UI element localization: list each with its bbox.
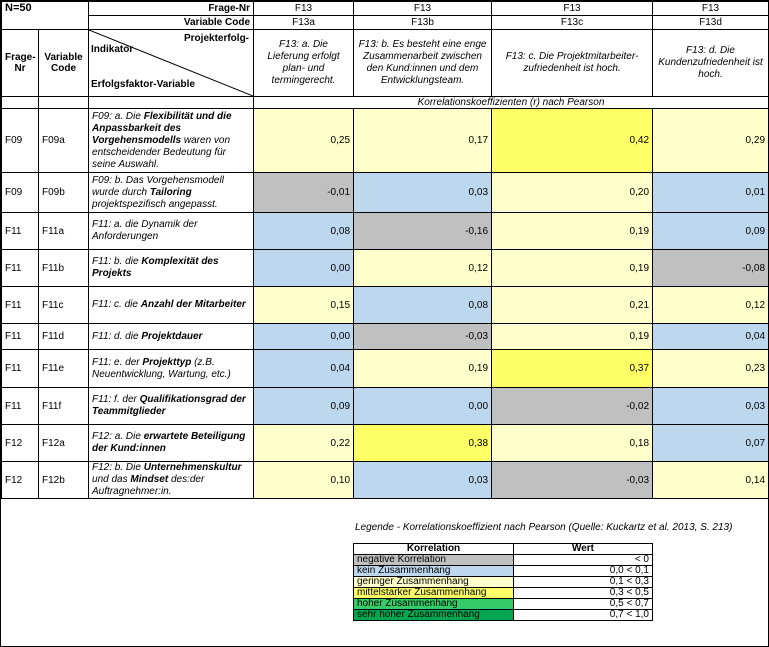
diag-label-top: Projekterfolg-	[184, 33, 250, 44]
correlation-value-cell: 0,42	[492, 109, 653, 173]
row-indicator-text	[89, 287, 254, 324]
sample-size-spacer	[2, 16, 89, 30]
col-code: F13b	[354, 16, 492, 30]
row-variable-code: F09b	[39, 173, 89, 213]
indicator-text-part: (z.B. Neuentwicklung, Wartung, etc.)	[92, 356, 231, 380]
legend-range: 0,3 < 0,5	[514, 588, 653, 599]
legend-title: Legende - Korrelationskoeffizient nach Pearson (Quelle: Kuckartz et al. 2013, S. 213)	[355, 522, 733, 533]
col-frage-nr: F13	[254, 2, 354, 16]
row-variable-code: F11a	[39, 213, 89, 250]
col-header-frage-nr: Frage-Nr	[2, 30, 39, 97]
correlation-value-cell: 0,08	[254, 213, 354, 250]
correlation-value-cell: 0,03	[653, 388, 769, 425]
legend-row	[354, 588, 653, 599]
correlation-value-cell: 0,12	[354, 250, 492, 287]
correlation-value-cell: 0,04	[254, 350, 354, 388]
correlation-table	[1, 1, 769, 499]
col-code: F13d	[653, 16, 769, 30]
indicator-keyword: Mindset	[130, 474, 169, 485]
row-frage-nr: F11	[2, 287, 39, 324]
legend-label: sehr hoher Zusammenhang	[354, 610, 514, 621]
col-frage-nr: F13	[653, 2, 769, 16]
row-variable-code: F09a	[39, 109, 89, 173]
indicator-text-part: F12: a. Die	[92, 431, 144, 442]
correlation-value-cell: 0,00	[354, 388, 492, 425]
legend-range: 0,1 < 0,3	[514, 577, 653, 588]
legend-table	[353, 543, 653, 621]
indicator-text-part: F11: c. die	[92, 299, 141, 310]
row-variable-code: F11d	[39, 324, 89, 350]
legend-row	[354, 599, 653, 610]
correlation-value-cell: 0,18	[492, 425, 653, 462]
indicator-keyword: Tailoring	[149, 186, 192, 198]
indicator-keyword: Anzahl der Mitarbeiter	[140, 299, 246, 310]
indicator-text-part: F11: a. die Dynamik der Anforderungen	[92, 219, 198, 242]
correlation-value-cell: 0,37	[492, 350, 653, 388]
correlation-value-cell: 0,03	[354, 173, 492, 213]
legend-header-wert: Wert	[514, 544, 653, 555]
correlation-value-cell: 0,12	[653, 287, 769, 324]
spacer-cell	[39, 97, 89, 109]
indicator-text-part: F12: b. Die	[92, 462, 144, 473]
diagonal-header-cell	[89, 30, 254, 97]
row-frage-nr: F09	[2, 109, 39, 173]
indicator-keyword: Projekttyp	[142, 356, 192, 368]
correlation-value-cell: 0,10	[254, 462, 354, 499]
indicator-text-part: des:der Auftragnehmer:in.	[92, 474, 205, 497]
table-row	[2, 324, 769, 350]
indicator-text-part: F09: a. Die	[92, 110, 144, 122]
sample-size: N=50	[2, 2, 89, 16]
spacer-cell	[89, 97, 254, 109]
row-frage-nr: F11	[2, 324, 39, 350]
legend-row	[354, 577, 653, 588]
correlation-value-cell: 0,21	[492, 287, 653, 324]
row-variable-code: F11c	[39, 287, 89, 324]
row-variable-code: F12b	[39, 462, 89, 499]
table-row	[2, 388, 769, 425]
legend-range: 0,5 < 0,7	[514, 599, 653, 610]
correlation-value-cell: 0,00	[254, 324, 354, 350]
correlation-value-cell: 0,20	[492, 173, 653, 213]
correlation-value-cell: 0,17	[354, 109, 492, 173]
correlation-value-cell: -0,02	[492, 388, 653, 425]
indicator-text-part: projektspezifisch angepasst.	[92, 198, 218, 210]
correlation-value-cell: 0,08	[354, 287, 492, 324]
table-row	[2, 250, 769, 287]
row-frage-nr: F12	[2, 425, 39, 462]
indicator-keyword: Unternehmenskultur	[143, 462, 242, 473]
correlation-value-cell: 0,09	[254, 388, 354, 425]
indicator-text-part: F11: b. die	[92, 256, 142, 267]
indicator-text-part: F11: f. der	[92, 394, 140, 405]
correlation-value-cell: 0,23	[653, 350, 769, 388]
row-frage-nr: F11	[2, 213, 39, 250]
row-indicator-text	[89, 350, 254, 388]
correlation-value-cell: -0,01	[254, 173, 354, 213]
correlation-value-cell: 0,25	[254, 109, 354, 173]
legend-range: < 0	[514, 555, 653, 566]
col-frage-nr: F13	[492, 2, 653, 16]
table-row	[2, 173, 769, 213]
correlation-value-cell: 0,19	[492, 324, 653, 350]
legend-range: 0,7 < 1,0	[514, 610, 653, 621]
correlation-value-cell: 0,19	[492, 213, 653, 250]
legend-header-korrelation: Korrelation	[354, 544, 514, 555]
variable-code-label: Variable Code	[89, 16, 254, 30]
col-code: F13c	[492, 16, 653, 30]
correlation-value-cell: -0,03	[354, 324, 492, 350]
correlation-value-cell: 0,14	[653, 462, 769, 499]
indicator-text-part: F11: d. die	[92, 330, 142, 342]
row-frage-nr: F11	[2, 350, 39, 388]
indicator-keyword: erwartete Beteiligung der Kund:innen	[92, 431, 246, 454]
row-indicator-text	[89, 425, 254, 462]
correlation-value-cell: 0,29	[653, 109, 769, 173]
row-variable-code: F11b	[39, 250, 89, 287]
row-indicator-text	[89, 109, 254, 173]
legend-range: 0,0 < 0,1	[514, 566, 653, 577]
legend-row	[354, 566, 653, 577]
legend-label: kein Zusammenhang	[354, 566, 514, 577]
legend-row	[354, 610, 653, 621]
correlation-value-cell: 0,19	[354, 350, 492, 388]
indicator-keyword: Qualifikationsgrad der Teammitglieder	[92, 394, 246, 417]
table-row	[2, 109, 769, 173]
row-indicator-text	[89, 324, 254, 350]
correlation-value-cell: 0,19	[492, 250, 653, 287]
row-variable-code: F11f	[39, 388, 89, 425]
correlation-value-cell: 0,00	[254, 250, 354, 287]
frage-nr-label: Frage-Nr	[89, 2, 254, 16]
correlation-value-cell: 0,15	[254, 287, 354, 324]
row-frage-nr: F11	[2, 388, 39, 425]
indicator-keyword: Komplexität des Projekts	[92, 256, 219, 279]
correlation-value-cell: 0,07	[653, 425, 769, 462]
correlation-value-cell: 0,38	[354, 425, 492, 462]
col-header-variable-code: Variable Code	[39, 30, 89, 97]
col-header-text: F13: c. Die Projektmitarbeiter-zufriedenheit ist hoch.	[492, 30, 653, 97]
row-indicator-text	[89, 250, 254, 287]
col-code: F13a	[254, 16, 354, 30]
row-variable-code: F11e	[39, 350, 89, 388]
row-frage-nr: F12	[2, 462, 39, 499]
row-indicator-text	[89, 213, 254, 250]
col-header-text: F13: a. Die Lieferung erfolgt plan- und termingerecht.	[254, 30, 354, 97]
correlation-value-cell: 0,03	[354, 462, 492, 499]
legend	[355, 522, 732, 621]
col-header-text: F13: d. Die Kundenzufriedenheit ist hoch.	[653, 30, 769, 97]
row-indicator-text	[89, 462, 254, 499]
correlation-value-cell: 0,09	[653, 213, 769, 250]
table-row	[2, 213, 769, 250]
row-frage-nr: F11	[2, 250, 39, 287]
legend-label: mittelstarker Zusammenhang	[354, 588, 514, 599]
legend-label: geringer Zusammenhang	[354, 577, 514, 588]
indicator-text-part: und das	[92, 474, 131, 485]
spacer-cell	[2, 97, 39, 109]
legend-label: hoher Zusammenhang	[354, 599, 514, 610]
indicator-text-part: F09: b. Das Vorgehensmodell wurde durch	[92, 174, 224, 198]
correlation-value-cell: 0,22	[254, 425, 354, 462]
indicator-text-part: F11: e. der	[92, 356, 143, 368]
row-indicator-text	[89, 388, 254, 425]
col-header-text: F13: b. Es besteht eine enge Zusammenarbeit zwischen den Kund:innen und dem Entwicklungsteam.	[354, 30, 492, 97]
row-indicator-text	[89, 173, 254, 213]
table-row	[2, 350, 769, 388]
correlation-value-cell: 0,01	[653, 173, 769, 213]
correlation-value-cell: -0,03	[492, 462, 653, 499]
indicator-keyword: Flexibilität und die Anpassbarkeit des Vorgehensmodells	[92, 110, 232, 146]
indicator-keyword: Projektdauer	[141, 330, 203, 342]
col-frage-nr: F13	[354, 2, 492, 16]
indicator-text-part: waren von entscheidender Bedeutung für seine Auswahl.	[92, 134, 231, 170]
table-row	[2, 425, 769, 462]
row-frage-nr: F09	[2, 173, 39, 213]
correlation-value-cell: -0,08	[653, 250, 769, 287]
diag-label-variable: Erfolgsfaktor-Variable	[91, 79, 195, 90]
row-variable-code: F12a	[39, 425, 89, 462]
table-row	[2, 287, 769, 324]
diag-label-indicator: Indikator	[91, 44, 134, 55]
table-row	[2, 462, 769, 499]
coefficient-caption: Korrelationskoeffizienten (r) nach Pearson	[254, 97, 769, 109]
legend-row	[354, 555, 653, 566]
correlation-value-cell: -0,16	[354, 213, 492, 250]
legend-label: negative Korrelation	[354, 555, 514, 566]
correlation-value-cell: 0,04	[653, 324, 769, 350]
